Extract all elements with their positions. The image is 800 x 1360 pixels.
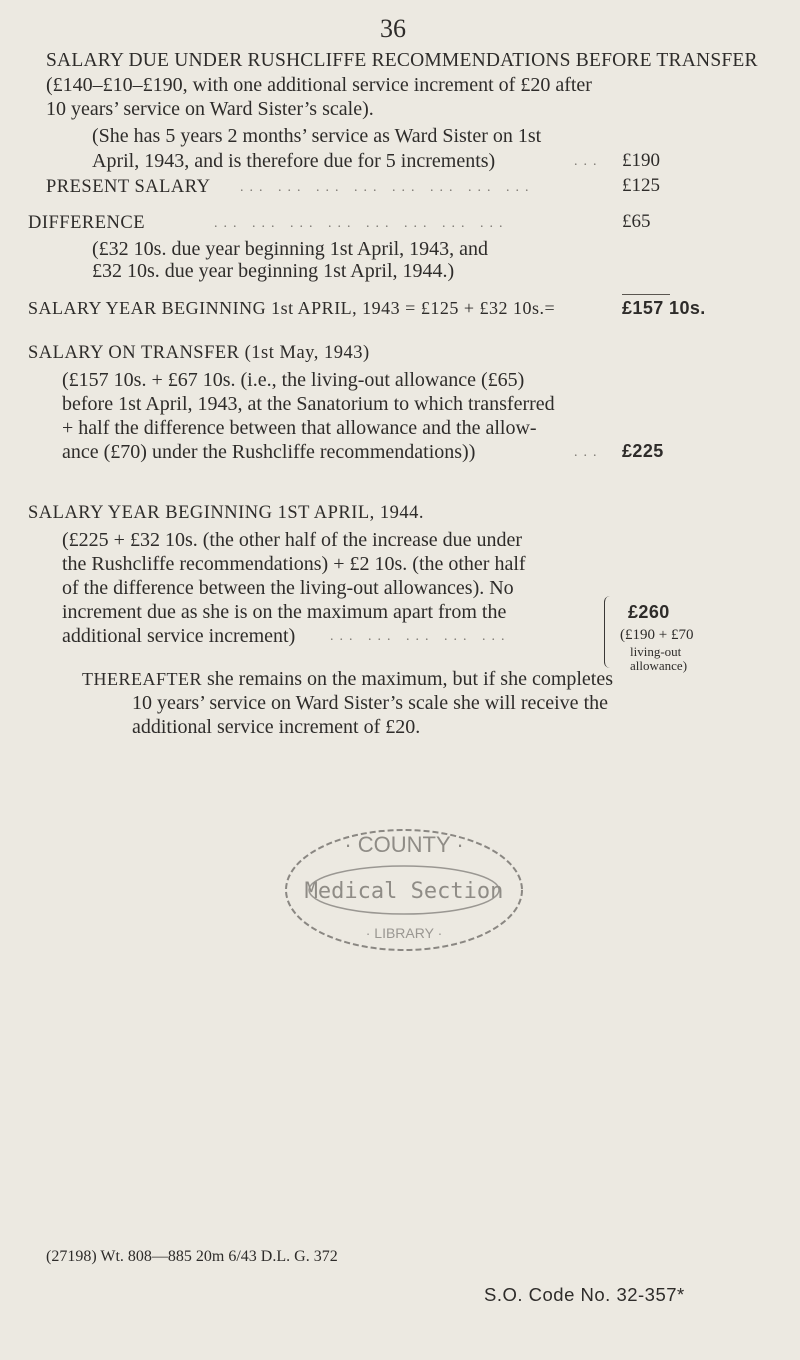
leader-dots: ... ... ... ... ... <box>330 629 511 644</box>
transfer-line-4: ance (£70) under the Rushcliffe recommendations)) <box>62 441 476 463</box>
so-code: S.O. Code No. 32-357* <box>484 1284 685 1305</box>
salary-year-1943-text: SALARY YEAR BEGINNING 1st APRIL, 1943 = £125 + £32 10s.= <box>28 298 556 318</box>
salary-year-1943-amount: £157 10s. <box>622 298 706 318</box>
transfer-line-3: + half the difference between that allowance and the allow- <box>62 417 537 439</box>
difference-note-line-2: £32 10s. due year beginning 1st April, 1944.) <box>92 260 455 282</box>
service-note-line-1: (She has 5 years 2 months’ service as Ward Sister on 1st <box>92 125 542 147</box>
transfer-line-2: before 1st April, 1943, at the Sanatorium to which transferred <box>62 393 555 415</box>
heading-line-2: (£140–£10–£190, with one additional service increment of £20 after <box>46 74 592 96</box>
present-salary-label: PRESENT SALARY <box>46 177 211 197</box>
year-1944-line-4: increment due as she is on the maximum apart from the <box>62 601 507 623</box>
leader-dots: ... ... ... ... ... ... ... ... <box>214 216 509 231</box>
bracket <box>604 596 613 668</box>
service-amount: £190 <box>622 150 660 171</box>
thereafter-line-1 <box>82 668 613 691</box>
year-1944-breakdown-3: allowance) <box>630 658 688 673</box>
thereafter-rest: she remains on the maximum, but if she completes <box>202 668 614 690</box>
svg-text:· COUNTY ·: · COUNTY · <box>344 832 464 857</box>
year-1944-breakdown-2: living-out <box>630 644 682 659</box>
heading-line-1: SALARY DUE UNDER RUSHCLIFFE RECOMMENDATIONS BEFORE TRANSFER <box>46 50 758 71</box>
svg-text:· LIBRARY ·: · LIBRARY · <box>365 925 443 941</box>
year-1944-breakdown: (£190 + £70 <box>620 627 694 643</box>
thereafter-line-2: 10 years’ service on Ward Sister’s scale she will receive the <box>132 692 608 714</box>
year-1944-amount: £260 <box>628 602 670 622</box>
leader-dots: ... ... ... ... ... ... ... ... <box>240 180 535 195</box>
year-1944-line-3: of the difference between the living-out allowances). No <box>62 577 514 599</box>
heading-line-3: 10 years’ service on Ward Sister’s scale). <box>46 98 374 120</box>
library-stamp-graphic <box>274 820 534 960</box>
page-number: 36 <box>380 14 406 43</box>
transfer-amount: £225 <box>622 441 664 461</box>
salary-year-1944-label: SALARY YEAR BEGINNING 1ST APRIL, 1944. <box>28 503 425 523</box>
salary-on-transfer-label: SALARY ON TRANSFER (1st May, 1943) <box>28 343 370 363</box>
library-stamp <box>274 820 534 965</box>
subtraction-rule <box>622 294 670 295</box>
stamp-center-text: Medical Section <box>304 879 504 904</box>
year-1944-line-2: the Rushcliffe recommendations) + £2 10s. (the other half <box>62 553 526 575</box>
thereafter-line-3: additional service increment of £20. <box>132 716 421 738</box>
difference-label: DIFFERENCE <box>28 213 146 233</box>
transfer-line-1: (£157 10s. + £67 10s. (i.e., the living-out allowance (£65) <box>62 369 525 391</box>
year-1944-line-5: additional service increment) <box>62 625 296 647</box>
difference-note-line-1: (£32 10s. due year beginning 1st April, 1943, and <box>92 238 489 260</box>
leader-dots: ... <box>574 154 603 169</box>
service-note-line-2: April, 1943, and is therefore due for 5 increments) <box>92 150 496 172</box>
print-code: (27198) Wt. 808—885 20m 6/43 D.L. G. 372 <box>46 1248 338 1265</box>
thereafter-lead: THEREAFTER <box>82 669 202 689</box>
year-1944-line-1: (£225 + £32 10s. (the other half of the increase due under <box>62 529 523 551</box>
difference-amount: £65 <box>622 211 651 232</box>
present-salary-amount: £125 <box>622 175 660 196</box>
leader-dots: ... <box>574 445 603 460</box>
